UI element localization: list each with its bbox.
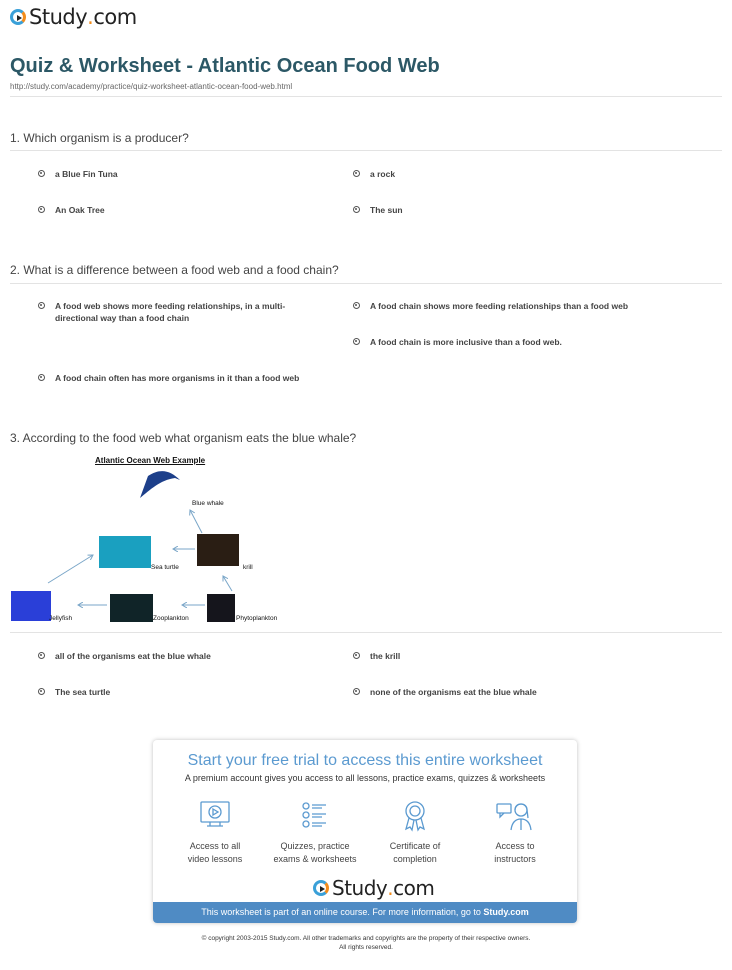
radio-icon[interactable]: [38, 652, 45, 659]
logo-text: Study: [29, 5, 88, 29]
feature-quizzes: [265, 800, 365, 866]
label-zooplankton: Zooplankton: [153, 615, 189, 622]
logo-text: Study: [332, 876, 388, 900]
sea-turtle-image: [99, 536, 151, 568]
feature-label: Access to all: [189, 841, 241, 851]
option-label: An Oak Tree: [55, 205, 105, 215]
option-label: a rock: [370, 169, 396, 179]
divider: [10, 96, 722, 97]
feature-certificate: [365, 800, 465, 866]
answer-option[interactable]: [38, 650, 328, 662]
copyright: © copyright 2003-2015 Study.com. All other trademarks and copyrights are the property of their respective owners.: [201, 935, 531, 942]
promo-study-logo[interactable]: [313, 876, 434, 900]
online-course-banner: [153, 902, 577, 923]
feature-label: exams & worksheets: [273, 854, 357, 864]
video-monitor-icon: [198, 800, 232, 832]
diagram-title: Atlantic Ocean Web Example: [95, 456, 206, 465]
label-blue-whale: Blue whale: [192, 500, 224, 507]
feature-label: Access to: [495, 841, 535, 851]
answer-option[interactable]: [38, 204, 318, 216]
option-label: A food chain is more inclusive than a food web.: [370, 337, 562, 347]
promo-heading: Start your free trial to access this entire worksheet: [187, 752, 543, 769]
answer-option[interactable]: [38, 300, 328, 324]
label-jellyfish: Jellyfish: [49, 615, 73, 622]
option-label: the krill: [370, 651, 401, 661]
logo-suffix: com: [93, 5, 137, 29]
option-label: a Blue Fin Tuna: [55, 169, 118, 179]
list-icon: [298, 800, 332, 832]
feature-label: Certificate of: [389, 841, 441, 851]
answer-option[interactable]: [38, 372, 338, 384]
logo-dot: .: [87, 5, 94, 29]
radio-icon[interactable]: [38, 374, 45, 381]
blue-whale-image: [140, 471, 180, 498]
option-label: A food chain often has more organisms in it than a food web: [55, 373, 300, 383]
radio-icon[interactable]: [353, 338, 360, 345]
zooplankton-image: [110, 594, 153, 622]
label-phytoplankton: Phytoplankton: [236, 615, 278, 622]
phytoplankton-image: [207, 594, 235, 622]
krill-image: [197, 534, 239, 566]
feature-instructors: [465, 800, 565, 866]
logo-dot: .: [387, 876, 394, 900]
answer-option[interactable]: [353, 336, 693, 348]
feature-video-lessons: [165, 800, 265, 866]
answer-option[interactable]: [353, 650, 693, 662]
answer-option[interactable]: [38, 168, 318, 180]
radio-icon[interactable]: [38, 688, 45, 695]
label-sea-turtle: Sea turtle: [151, 564, 179, 571]
feature-label: completion: [393, 854, 437, 864]
answer-option[interactable]: [353, 686, 693, 698]
play-logo-icon: [313, 880, 329, 896]
radio-icon[interactable]: [353, 652, 360, 659]
option-label: The sun: [370, 205, 403, 215]
label-krill: krill: [243, 564, 253, 571]
instructor-icon: [495, 800, 535, 832]
divider: [10, 632, 722, 633]
banner-text: This worksheet is part of an online course. For more information, go to: [201, 907, 484, 917]
feature-label: video lessons: [187, 854, 243, 864]
divider: [10, 150, 722, 151]
radio-icon[interactable]: [38, 206, 45, 213]
play-logo-icon: [10, 9, 26, 25]
question-2: 2. What is a difference between a food web and a food chain?: [10, 263, 339, 277]
free-trial-promo[interactable]: [153, 740, 577, 923]
question-3: 3. According to the food web what organism eats the blue whale?: [10, 431, 357, 445]
food-web-diagram: [10, 448, 285, 628]
option-label: all of the organisms eat the blue whale: [55, 651, 211, 661]
answer-option[interactable]: [353, 168, 683, 180]
arrow: [223, 576, 232, 591]
logo-suffix: com: [393, 876, 435, 900]
radio-icon[interactable]: [38, 170, 45, 177]
promo-subheading: A premium account gives you access to all lessons, practice exams, quizzes & worksheets: [184, 773, 546, 783]
radio-icon[interactable]: [353, 206, 360, 213]
page-title: Quiz & Worksheet - Atlantic Ocean Food Web: [10, 55, 440, 77]
option-label: The sea turtle: [55, 687, 111, 697]
rights-reserved: All rights reserved.: [339, 944, 393, 951]
radio-icon[interactable]: [353, 170, 360, 177]
radio-icon[interactable]: [38, 302, 45, 309]
question-1: 1. Which organism is a producer?: [10, 131, 189, 145]
option-label: A food chain shows more feeding relationships than a food web: [370, 301, 629, 311]
option-label: A food web shows more feeding relationships, in a multi-directional way than a food chain: [55, 301, 286, 323]
certificate-icon: [398, 800, 432, 832]
option-label: none of the organisms eat the blue whale: [370, 687, 537, 697]
answer-option[interactable]: [353, 300, 693, 312]
feature-label: instructors: [494, 854, 536, 864]
feature-label: Quizzes, practice: [280, 841, 350, 851]
page-url: http://study.com/academy/practice/quiz-worksheet-atlantic-ocean-food-web.html: [10, 82, 293, 91]
radio-icon[interactable]: [353, 688, 360, 695]
divider: [10, 283, 722, 284]
answer-option[interactable]: [38, 686, 328, 698]
jellyfish-image: [11, 591, 51, 621]
arrow: [48, 555, 93, 583]
radio-icon[interactable]: [353, 302, 360, 309]
answer-option[interactable]: [353, 204, 683, 216]
arrow: [190, 510, 202, 533]
study-logo[interactable]: [10, 5, 137, 29]
study-link[interactable]: Study.com: [483, 907, 529, 917]
